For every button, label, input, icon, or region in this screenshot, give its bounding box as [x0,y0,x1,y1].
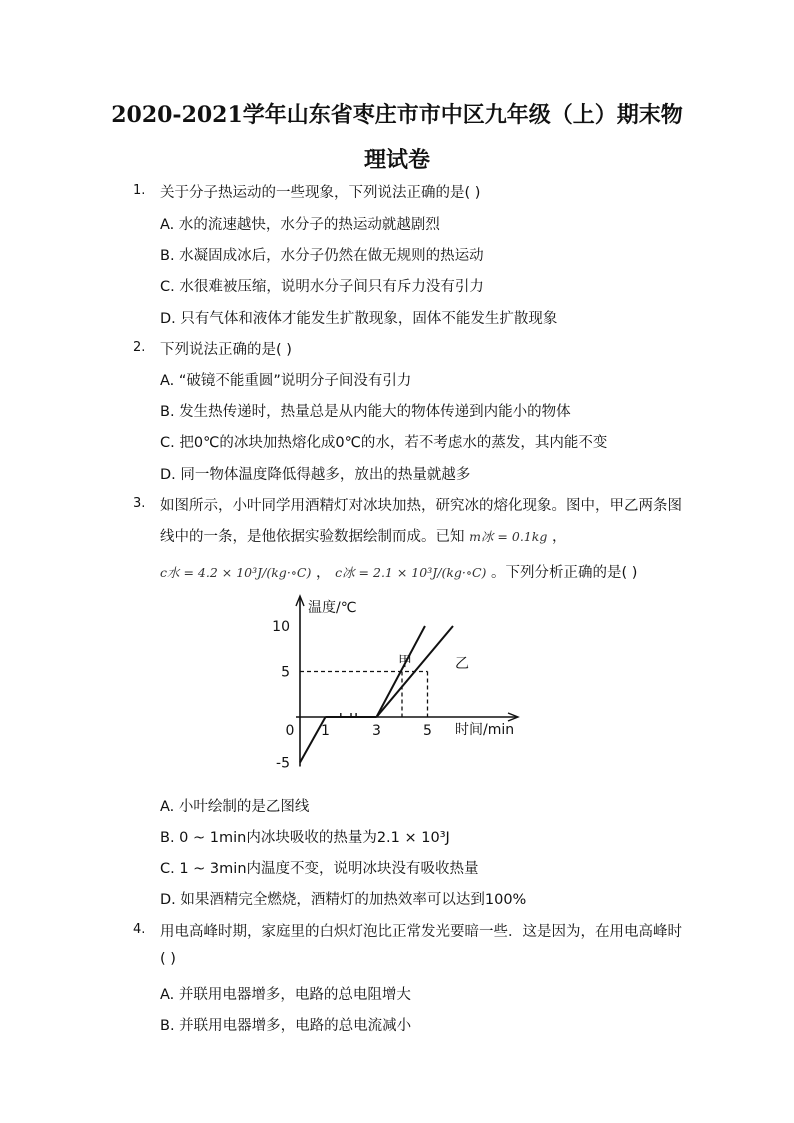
comma: ， [551,529,567,545]
question-1-stem: 关于分子热运动的一些现象，下列说法正确的是( ) [160,185,481,201]
x-tick-label-2: 3 [372,723,381,739]
series-label-jia: 甲 [398,654,412,670]
question-number-4: 4. [133,922,146,937]
question-4-stem-line1: 用电高峰时期，家庭里的白炽灯泡比正常发光要暗一些．这是因为，在用电高峰时 [160,924,682,940]
y-axis-label: 温度/℃ [308,600,357,616]
question-number-1: 1. [133,183,146,198]
question-1-option-b: B. 水凝固成冰后，水分子仍然在做无规则的热运动 [160,248,484,264]
temperature-time-chart [262,588,542,788]
separator: ， [315,565,331,581]
question-3-option-c: C. 1 ~ 3min内温度不变，说明冰块没有吸收热量 [160,861,479,877]
x-tick-label-0: 0 [285,723,295,739]
question-2-stem: 下列说法正确的是( ) [160,342,292,358]
series-label-yi: 乙 [455,656,469,672]
x-tick-label-3: 5 [423,723,432,739]
question-4-option-b: B. 并联用电器增多，电路的总电流减小 [160,1018,412,1034]
y-tick-label-2: -5 [276,755,290,772]
question-1-option-d: D. 只有气体和液体才能发生扩散现象，固体不能发生扩散现象 [160,311,558,327]
question-2-option-b: B. 发生热传递时，热量总是从内能大的物体传递到内能小的物体 [160,404,571,420]
question-1-option-c: C. 水很难被压缩，说明水分子间只有斥力没有引力 [160,279,484,295]
question-number-3: 3. [133,496,146,511]
question-2-option-a: A. “破镜不能重圆”说明分子间没有引力 [160,373,412,389]
ice-specific-heat-formula: c冰 = 2.1 × 10³J/(kg·∘C) [335,565,487,580]
question-3-stem-line2 [160,525,566,546]
series-line-2 [377,626,425,717]
exam-title-line1: 2020-2021学年山东省枣庄市市中区九年级（上）期末物 [111,102,683,128]
question-4-option-a: A. 并联用电器增多，电路的总电阻增大 [160,987,411,1003]
question-1-option-a: A. 水的流速越快，水分子的热运动就越剧烈 [160,217,440,233]
question-3-stem-line3 [160,561,637,582]
question-3-stem-end: 。下列分析正确的是( ) [491,565,638,581]
y-tick-label-0: 10 [272,619,290,635]
mass-formula: m冰 = 0.1kg [469,529,548,544]
question-number-2: 2. [133,340,146,355]
x-axis-label: 时间/min [455,722,515,738]
question-2-option-c: C. 把0℃的冰块加热熔化成0℃的水，若不考虑水的蒸发，其内能不变 [160,435,608,451]
question-3-option-a: A. 小叶绘制的是乙图线 [160,799,310,815]
question-4-stem-line2: ( ) [160,951,176,967]
y-tick-label-1: 5 [281,664,290,681]
question-3-option-b: B. 0 ~ 1min内冰块吸收的热量为2.1 × 10³J [160,830,450,846]
question-2-option-d: D. 同一物体温度降低得越多，放出的热量就越多 [160,467,471,483]
question-3-stem-line1: 如图所示，小叶同学用酒精灯对冰块加热，研究冰的熔化现象。图中，甲乙两条图 [160,498,682,514]
question-3-option-d: D. 如果酒精完全燃烧，酒精灯的加热效率可以达到100% [160,892,527,908]
exam-title-line2: 理试卷 [363,147,430,173]
x-tick-label-1: 1 [321,723,330,739]
water-specific-heat-formula: c水 = 4.2 × 10³J/(kg·∘C) [160,565,312,580]
question-3-stem-text: 线中的一条，是他依据实验数据绘制而成。已知 [160,529,465,545]
